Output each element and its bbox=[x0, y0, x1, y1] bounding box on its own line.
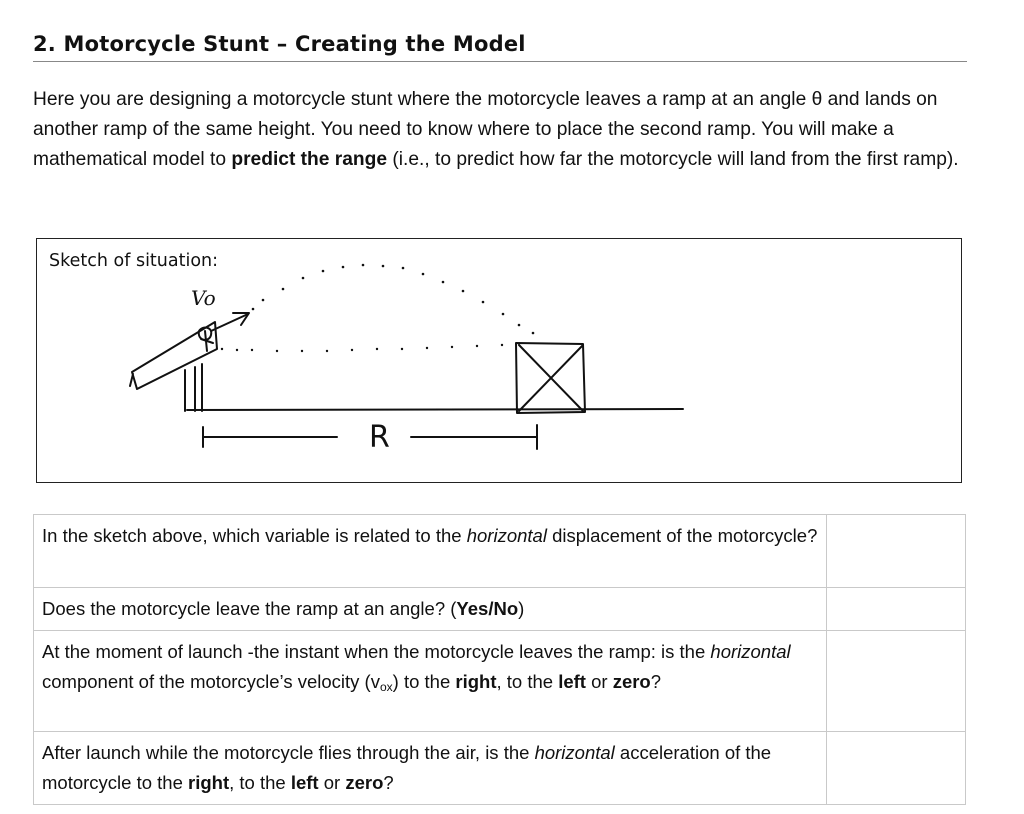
intro-text-2: (i.e., to predict how far the motorcycle will land from the first ramp). bbox=[387, 149, 959, 170]
table-row bbox=[34, 588, 966, 631]
range-label: R bbox=[369, 420, 390, 455]
intro-bold: predict the range bbox=[231, 149, 388, 170]
question-2: Does the motorcycle leave the ramp at an angle? (Yes/No) bbox=[34, 588, 827, 631]
answer-cell-2[interactable] bbox=[827, 588, 966, 631]
section-heading: 2. Motorcycle Stunt – Creating the Model bbox=[33, 32, 526, 56]
velocity-arrow bbox=[211, 313, 249, 331]
landing-box bbox=[516, 343, 585, 413]
heading-divider bbox=[33, 61, 967, 62]
table-row bbox=[34, 515, 966, 588]
question-3: At the moment of launch -the instant when the motorcycle leaves the ramp: is the horizontal component of the motorcycle’s velocity $(v_{ox})$ to the right, to the left or zero? bbox=[34, 631, 827, 732]
intro-text-1: Here you are designing a motorcycle stunt where the motorcycle leaves a ramp at an angle θ and lands on another ramp of the same height. You need to know where to place the second ramp. You will make a mathematical model to bbox=[33, 89, 938, 170]
answer-cell-1[interactable] bbox=[827, 515, 966, 588]
sketch-drawing bbox=[37, 239, 961, 482]
table-row bbox=[34, 631, 966, 732]
questions-table bbox=[33, 514, 966, 805]
sketch-box bbox=[36, 238, 962, 483]
answer-cell-4[interactable] bbox=[827, 732, 966, 805]
ramp-support bbox=[185, 364, 202, 411]
launch-ramp bbox=[130, 322, 217, 389]
question-1: In the sketch above, which variable is related to the horizontal displacement of the motorcycle? bbox=[34, 515, 827, 588]
intro-paragraph bbox=[33, 85, 968, 175]
question-4: After launch while the motorcycle flies through the air, is the horizontal acceleration of the motorcycle to the right, to the left or zero? bbox=[34, 732, 827, 805]
ground-line bbox=[187, 409, 683, 410]
table-row bbox=[34, 732, 966, 805]
answer-cell-3[interactable] bbox=[827, 631, 966, 732]
sketch-label: Sketch of situation: bbox=[49, 251, 219, 271]
v0-label: Vo bbox=[191, 286, 216, 310]
